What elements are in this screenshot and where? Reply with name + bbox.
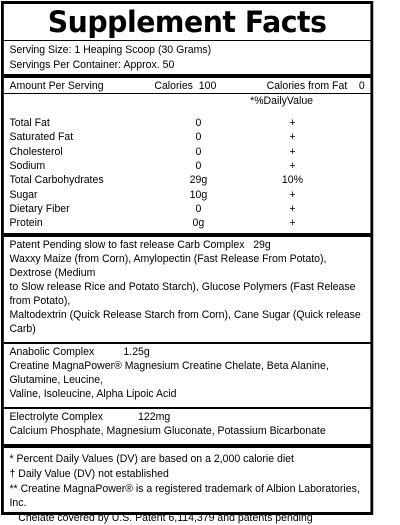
amount-header-row (4, 78, 371, 93)
electrolyte-complex-heading: Electrolyte Complex 122mg (9, 411, 171, 424)
carb-complex-line: Maltodextrin (Quick Release Starch from Corn), Cane Sugar (Quick release Carb) (9, 309, 361, 336)
nutrient-name: Total Fat (9, 117, 50, 130)
amount-per-serving-label: Amount Per Serving (9, 79, 104, 92)
nutrient-daily-value: + (289, 202, 296, 215)
anabolic-complex-line: Valine, Isoleucine, Alpha Lipoic Acid (9, 388, 177, 401)
carb-complex-heading: Patent Pending slow to fast release Carb Complex 29g (9, 239, 271, 252)
serving-size: Serving Size: 1 Heaping Scoop (30 Grams) (9, 44, 212, 56)
nutrient-amount: 0 (195, 117, 202, 130)
panel-title: Supplement Facts (47, 5, 327, 39)
table-row (4, 187, 371, 201)
table-row (4, 145, 371, 159)
table-row (4, 130, 371, 144)
calories-label: Calories 100 (154, 79, 217, 92)
nutrient-daily-value: + (289, 188, 296, 201)
nutrient-name: Total Carbohydrates (9, 174, 104, 187)
nutrient-amount: 0g (192, 217, 205, 230)
table-row (4, 216, 371, 230)
anabolic-complex-line: Creatine MagnaPower® Magnesium Creatine Chelate, Beta Alanine, Glutamine, Leucine, (9, 360, 329, 387)
nutrient-daily-value: 10% (281, 174, 303, 187)
electrolyte-complex-section (4, 409, 371, 440)
nutrient-daily-value: + (289, 145, 296, 158)
nutrient-name: Dietary Fiber (9, 202, 70, 215)
carb-complex-section (4, 237, 371, 338)
table-row (4, 202, 371, 216)
calories-from-fat-label: Calories from Fat 0 (266, 79, 365, 92)
supplement-facts-panel (1, 1, 373, 524)
servings-per-container: Servings Per Container: Approx. 50 (9, 58, 175, 71)
nutrient-amount: 0 (195, 160, 202, 173)
nutrient-daily-value: + (289, 160, 296, 173)
anabolic-complex-heading: Anabolic Complex 1.25g (9, 346, 150, 359)
footnote: ** Creatine MagnaPower® is a registered trademark of Albion Laboratories, Inc. (9, 482, 360, 510)
table-row (4, 116, 371, 130)
footnotes (4, 448, 371, 525)
nutrient-table (4, 116, 371, 230)
table-row (4, 173, 371, 187)
nutrient-daily-value: + (289, 131, 296, 144)
nutrient-amount: 0 (195, 131, 202, 144)
nutrient-amount: 10g (189, 188, 208, 201)
footnote: Chelate covered by U.S. Patent 6,114,379 and patents pending (9, 511, 313, 524)
electrolyte-complex-line: Calcium Phosphate, Magnesium Gluconate, Potassium Bicarbonate (9, 425, 326, 438)
footnote: † Daily Value (DV) not established (9, 467, 169, 480)
nutrient-name: Protein (9, 217, 43, 230)
nutrient-name: Cholesterol (9, 145, 63, 158)
anabolic-complex-section (4, 344, 371, 403)
nutrient-amount: 0 (195, 145, 202, 158)
serving-info (4, 41, 371, 72)
nutrient-name: Sugar (9, 188, 38, 201)
table-row (4, 159, 371, 173)
footnote: * Percent Daily Values (DV) are based on a 2,000 calorie diet (9, 453, 294, 466)
nutrient-amount: 0 (195, 202, 202, 215)
carb-complex-line: to Slow release Rice and Potato Starch), Glucose Polymers (Fast Release from Potato), (9, 281, 356, 308)
nutrient-name: Saturated Fat (9, 131, 74, 144)
nutrient-daily-value: + (289, 217, 296, 230)
nutrient-amount: 29g (189, 174, 208, 187)
daily-value-header: *%DailyValue (250, 95, 314, 107)
carb-complex-line: Waxxy Maize (from Corn), Amylopectin (Fast Release From Potato), Dextrose (Medium (9, 253, 327, 280)
nutrient-name: Sodium (9, 160, 46, 173)
nutrient-daily-value: + (289, 117, 296, 130)
